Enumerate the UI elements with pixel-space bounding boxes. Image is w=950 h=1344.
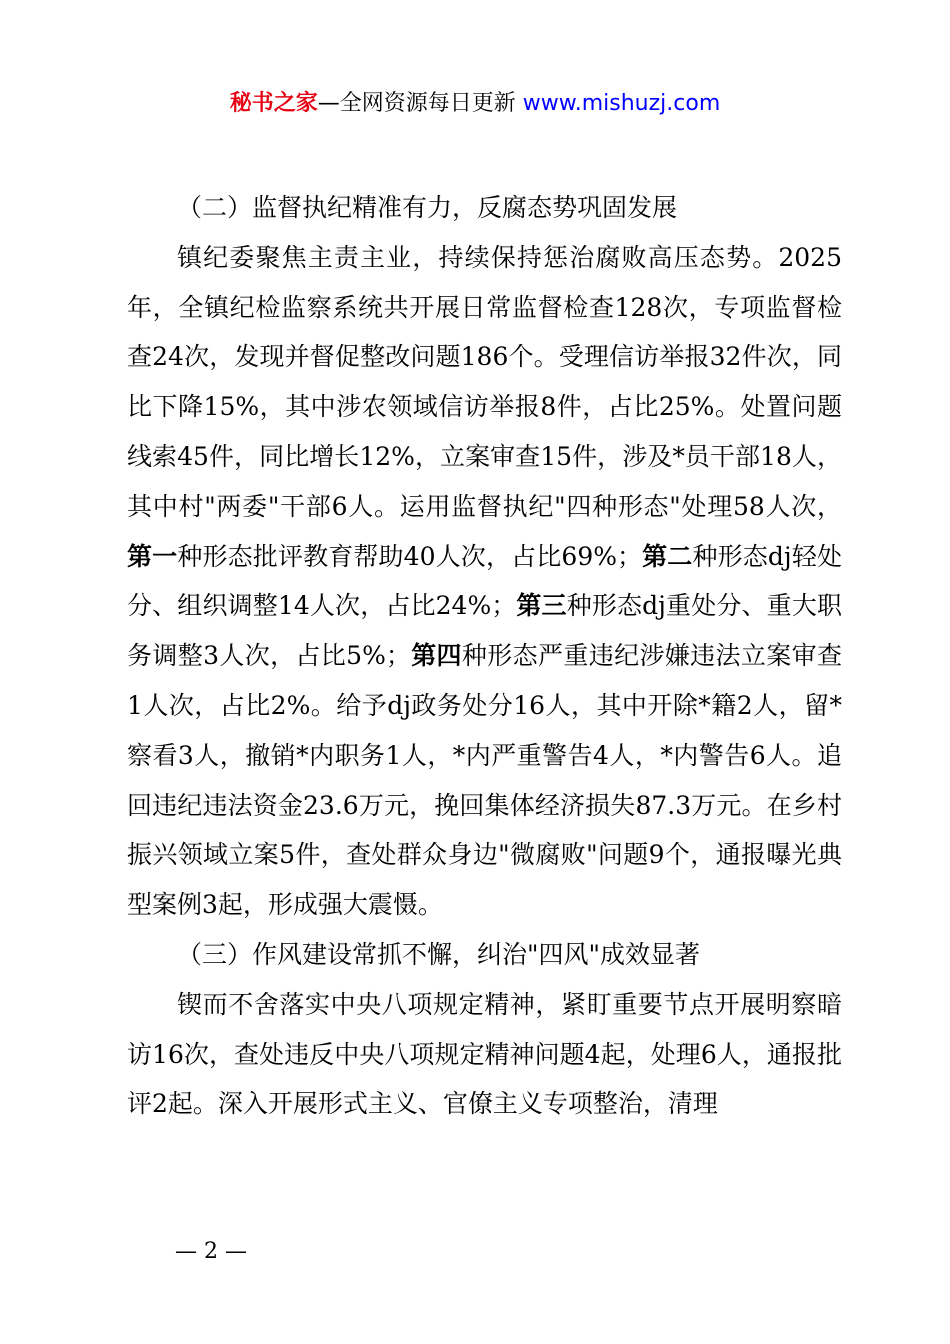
emphasis-text: 第一 [127, 541, 178, 571]
page-number: — 2 — [175, 1239, 247, 1264]
section-heading-2: （二）监督执纪精准有力，反腐态势巩固发展 [177, 193, 678, 222]
emphasis-text: 第三 [516, 591, 567, 621]
paragraph-text: 种形态dj重处分、重大职务调整3人次，占比5%； [127, 591, 842, 671]
banner-tagline: —全网资源每日更新 [317, 91, 523, 116]
paragraph-text: 种形态严重违纪涉嫌违法立案审查1人次，占比2%。给予dj政务处分16人，其中开除*籍2人，留*察看3人，撤销*内职务1人，*内严重警告4人，*内警告6人。追回违纪违法资金23.6万元，挽回集体经济损失87.3万元。在乡村振兴领域立案5件，查处群众身边"微腐败"问题9个，通报曝光典型案例3起，形成强大震慑。 [127, 641, 842, 920]
document-body [127, 183, 842, 1129]
section-paragraph-3: 锲而不舍落实中央八项规定精神，紧盯重要节点开展明察暗访16次，查处违反中央八项规定精神问题4起，处理6人，通报批评2起。深入开展形式主义、官僚主义专项整治，清理 [127, 989, 842, 1119]
paragraph-text: 种形态dj轻处分、组织调整14人次，占比24%； [127, 541, 842, 621]
site-banner [0, 86, 950, 122]
banner-url-link[interactable]: www.mishuzj.com [522, 91, 721, 116]
paragraph-text: 种形态批评教育帮助40人次，占比69%； [177, 541, 642, 571]
emphasis-text: 第二 [641, 541, 693, 571]
banner-brand: 秘书之家 [229, 91, 318, 116]
section-paragraph-2 [127, 233, 842, 930]
paragraph-text: 镇纪委聚焦主责主业，持续保持惩治腐败高压态势。2025年，全镇纪检监察系统共开展日常监督检查128次，专项监督检查24次，发现并督促整改问题186个。受理信访举报32件次，同比下降15%，其中涉农领域信访举报8件，占比25%。处置问题线索45件，同比增长12%，立案审查15件，涉及*员干部18人，其中村"两委"干部6人。运用监督执纪"四种形态"处理58人次， [127, 242, 842, 521]
emphasis-text: 第四 [410, 641, 462, 671]
section-heading-3: （三）作风建设常抓不懈，纠治"四风"成效显著 [177, 939, 700, 969]
